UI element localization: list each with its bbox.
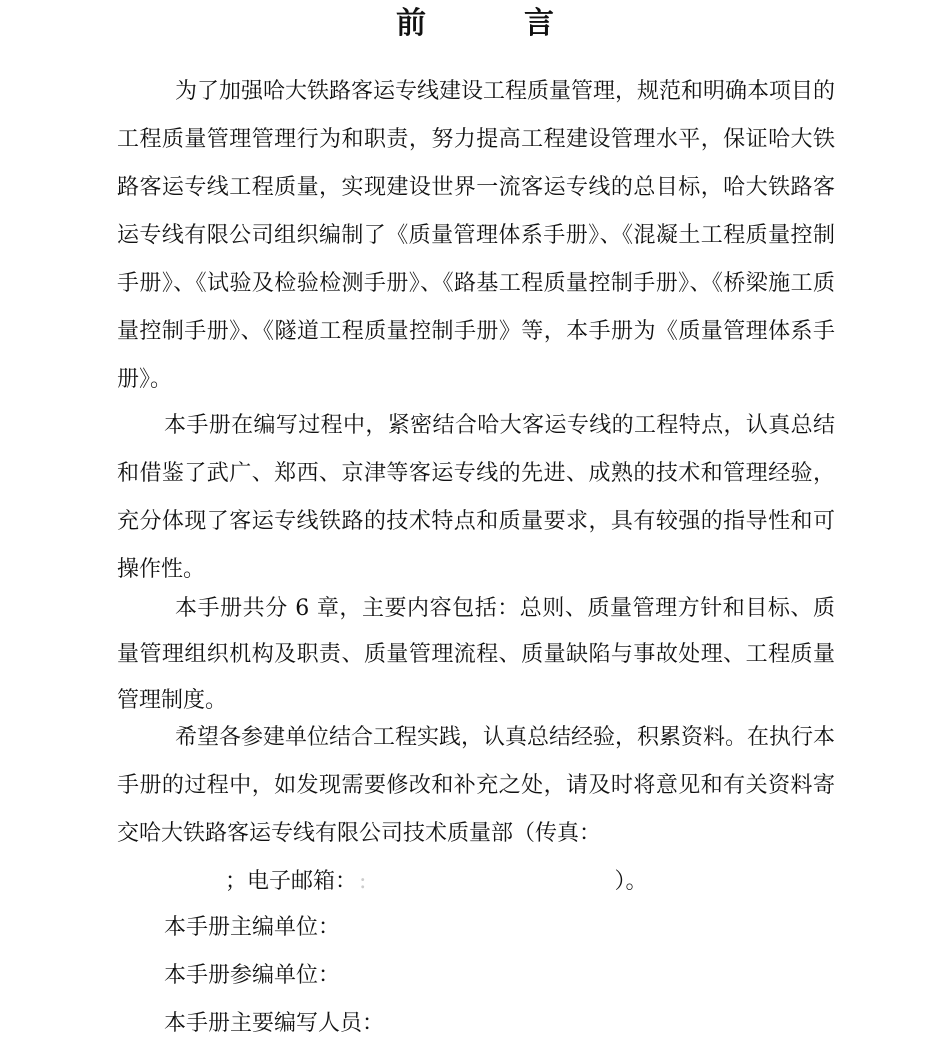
co-editor-label: 本手册参编单位： (164, 963, 341, 988)
page-title: 前 言 (396, 6, 588, 41)
paragraph-compilation-text: 本手册在编写过程中，紧密结合哈大客运专线的工程特点，认真总结和借鉴了武广、郑西、京津等客运专线的先进、成熟的技术和管理经验，充分体现了客运专线铁路的技术特点和质量要求，具有较强的指导性和可操作性。 (117, 413, 835, 582)
paragraph-feedback (117, 714, 835, 858)
paragraph-contents (117, 586, 835, 724)
paragraph-purpose (117, 68, 835, 404)
paragraph-compilation (117, 402, 835, 594)
paragraph-feedback-text: 希望各参建单位结合工程实践，认真总结经验，积累资料。在执行本手册的过程中，如发现需要修改和补充之处，请及时将意见和有关资料寄交哈大铁路客运专线有限公司技术质量部（传真： (117, 725, 836, 846)
chief-editor-label: 本手册主编单位： (164, 915, 341, 940)
contact-line (117, 858, 835, 906)
email-value-mark: : (359, 869, 367, 894)
email-label: ；电子邮箱： (225, 869, 358, 894)
paragraph-purpose-text: 为了加强哈大铁路客运专线建设工程质量管理，规范和明确本项目的工程质量管理管理行为和职责，努力提高工程建设管理水平，保证哈大铁路客运专线工程质量，实现建设世界一流客运专线的总目标，哈大铁路客运专线有限公司组织编制了《质量管理体系手册》、《混凝土工程质量控制手册》、《试验及检验检测手册》、《路基工程质量控制手册》、《桥梁施工质量控制手册》、《隧道工程质量控制手册》等，本手册为《质量管理体系手册》。 (117, 79, 836, 392)
paragraph-contents-text: 本手册共分 6 章，主要内容包括：总则、质量管理方针和目标、质量管理组织机构及职责、质量管理流程、质量缺陷与事故处理、工程质量管理制度。 (117, 596, 835, 713)
contact-close: ）。 (614, 869, 648, 894)
main-writers-label: 本手册主要编写人员： (164, 1011, 385, 1036)
